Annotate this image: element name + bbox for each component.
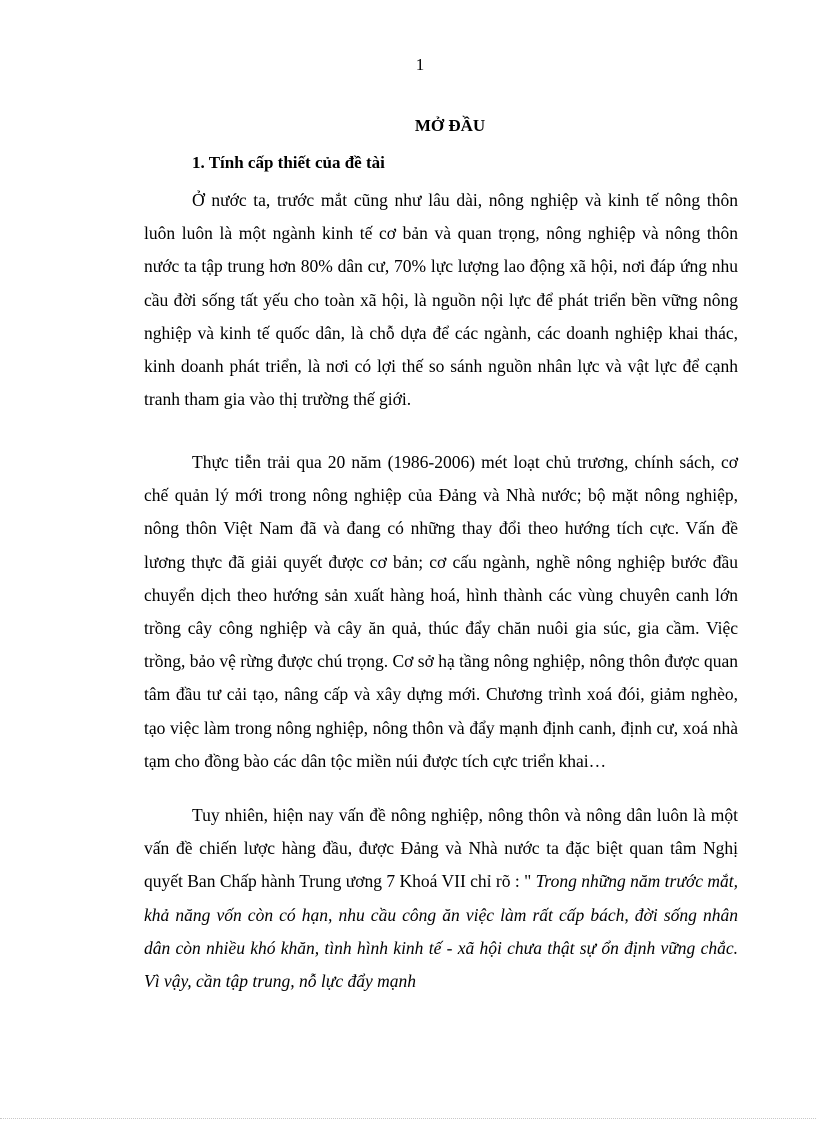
paragraph-1: Ở nước ta, trước mắt cũng như lâu dài, nông nghiệp và kinh tế nông thôn luôn luôn là một ngành kinh tế cơ bản và quan trọng, nông nghiệp và nông thôn nước ta tập trung hơn 80% dân cư, 70% lực lượng lao động xã hội, nơi đáp ứng nhu cầu đời sống tất yếu cho toàn xã hội, là nguồn nội lực để phát triển bền vững nông nghiệp và kinh tế quốc dân, là chỗ dựa để các ngành, các doanh nghiệp khai thác, kinh doanh phát triển, là nơi có lợi thế so sánh nguồn nhân lực và vật lực để cạnh tranh tham gia vào thị trường thế giới.	[144, 190, 738, 410]
paragraph-3-quote: Trong những năm trước mắt, khả năng vốn còn có hạn, nhu cầu công ăn việc làm rất cấp bách, đời sống nhân dân còn nhiều khó khăn, tình hình kinh tế - xã hội chưa thật sự ổn định vững chắc. Vì vậy, cần tập trung, nỗ lực đẩy mạnh	[144, 871, 738, 992]
page-title: MỞ ĐẦU	[414, 116, 486, 135]
paragraph-2: Thực tiễn trải qua 20 năm (1986-2006) mét loạt chủ trương, chính sách, cơ chế quản lý mới trong nông nghiệp của Đảng và Nhà nước; bộ mặt nông nghiệp, nông thôn Việt Nam đã và đang có những thay đổi theo hướng tích cực. Vấn đề lương thực đã giải quyết được cơ bản; cơ cấu ngành, nghề nông nghiệp bước đầu chuyển dịch theo hướng sản xuất hàng hoá, hình thành các vùng chuyên canh lớn trồng cây công nghiệp và cây ăn quả, thúc đẩy chăn nuôi gia súc, gia cầm. Việc trồng, bảo vệ rừng được chú trọng. Cơ sở hạ tầng nông nghiệp, nông thôn được quan tâm đầu tư cải tạo, nâng cấp và xây dựng mới. Chương trình xoá đói, giảm nghèo, tạo việc làm trong nông nghiệp, nông thôn và đẩy mạnh định canh, định cư, xoá nhà tạm cho đồng bào các dân tộc miền núi được tích cực triển khai…	[144, 452, 738, 771]
paragraph-3	[144, 799, 738, 998]
section-heading: 1. Tính cấp thiết của đề tài	[192, 153, 385, 172]
paragraph-3-text: Tuy nhiên, hiện nay vấn đề nông nghiệp, nông thôn và nông dân luôn là một vấn đề chiến lược hàng đầu, được Đảng và Nhà nước ta đặc biệt quan tâm Nghị quyết Ban Chấp hành Trung ương 7 Khoá VII chỉ rõ : "	[144, 805, 738, 892]
page-number: 1	[415, 55, 425, 74]
page-bottom-divider	[0, 1118, 816, 1119]
